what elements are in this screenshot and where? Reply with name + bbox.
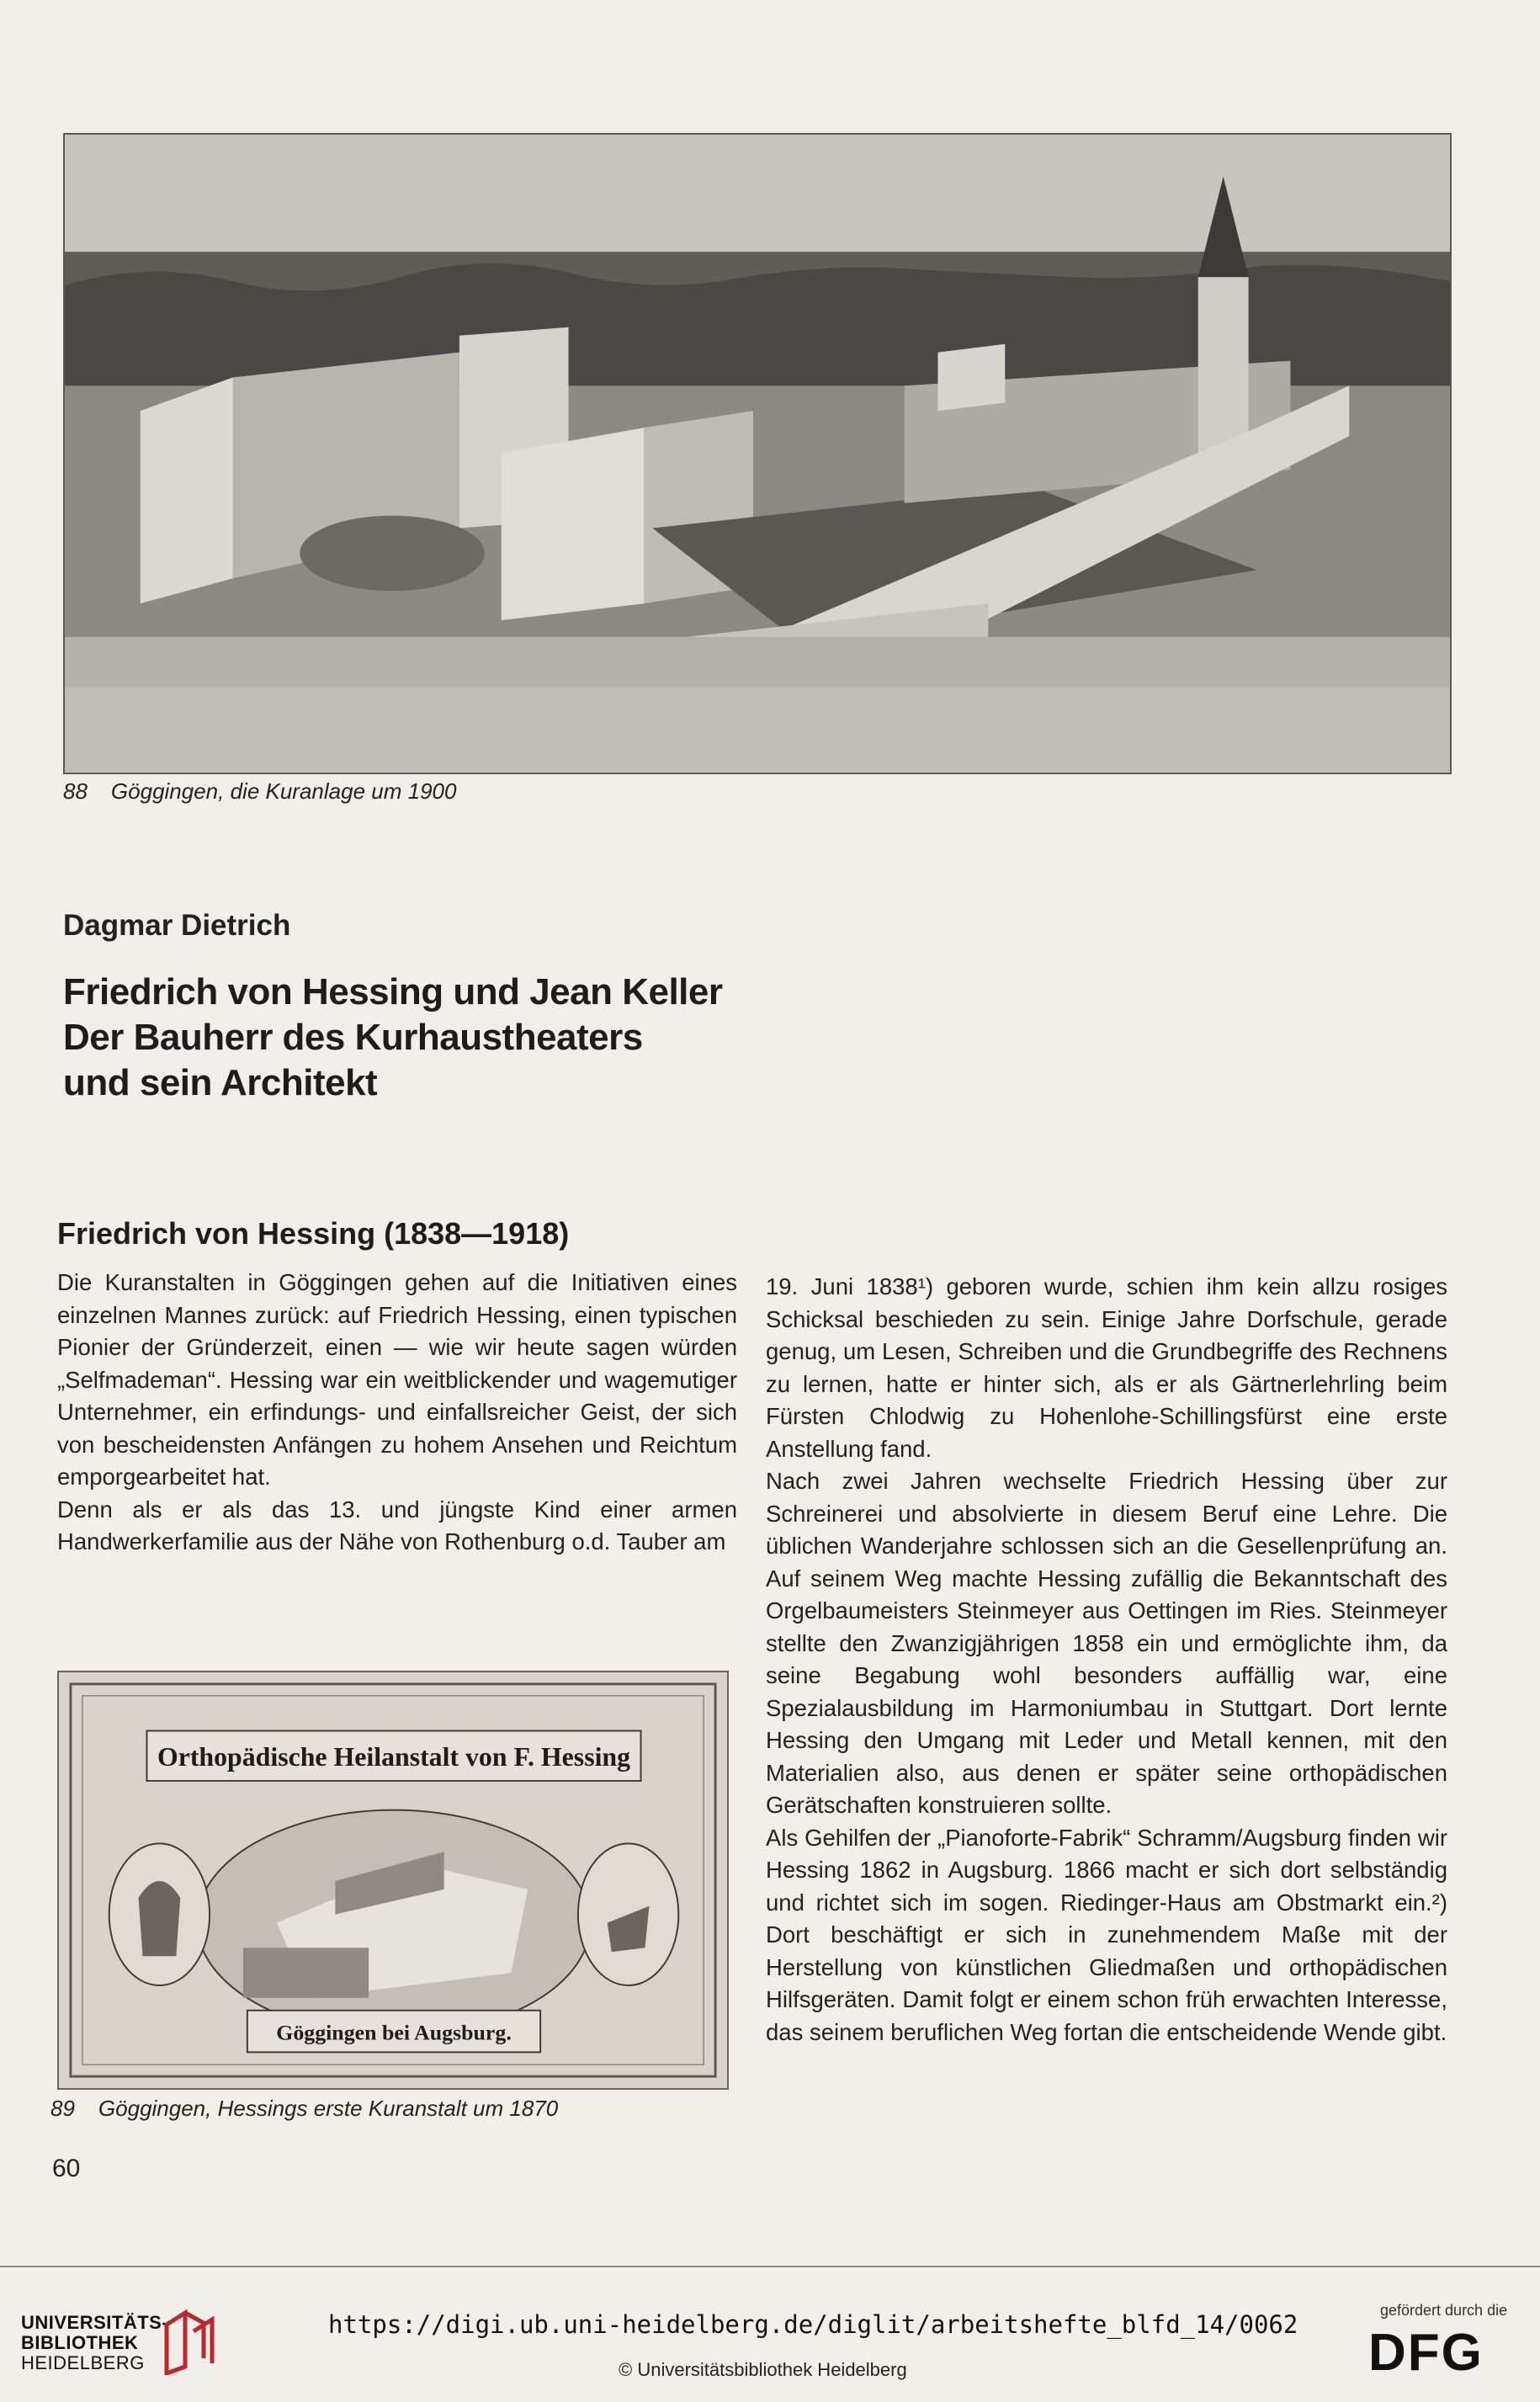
library-name bbox=[21, 2313, 168, 2373]
place-text: Göggingen bei Augsburg. bbox=[276, 2020, 512, 2045]
article-author: Dagmar Dietrich bbox=[63, 909, 291, 942]
banner-text: Orthopädische Heilanstalt von F. Hessing bbox=[157, 1742, 631, 1772]
page-number: 60 bbox=[52, 2155, 81, 2182]
library-logo[interactable] bbox=[21, 2308, 223, 2375]
figure-89-letterhead bbox=[57, 1671, 729, 2090]
footer-divider bbox=[0, 2266, 1540, 2267]
figure-number: 88 bbox=[63, 779, 88, 804]
paragraph: 19. Juni 1838¹) geboren wurde, schien ihm kein allzu rosiges Schicksal beschieden zu sein. Einige Jahre Dorfschule, gerade genug, um Lesen, Schreiben und die Grundbegriffe des Rechnens zu lernen, hatte er hinter sich, als er als Gärtnerlehrling beim Fürsten Chlodwig zu Hohenlohe-Schillingsfürst eine erste Anstellung fand. bbox=[766, 1273, 1447, 1462]
library-line: HEIDELBERG bbox=[21, 2352, 145, 2373]
left-text-column bbox=[57, 1267, 737, 1559]
article-title bbox=[63, 970, 753, 1106]
heilanstalt-illustration bbox=[59, 1672, 727, 2088]
library-emblem-icon bbox=[160, 2308, 219, 2375]
section-heading: Friedrich von Hessing (1838—1918) bbox=[57, 1216, 570, 1251]
copyright-notice: © Universitätsbibliothek Heidelberg bbox=[619, 2359, 907, 2380]
paragraph: Nach zwei Jahren wechselte Friedrich Hessing über zur Schreinerei und absolvierte in diesem Beruf eine Lehre. Die üblichen Wanderjahre schlossen sich an die Gesellenprüfung an. Auf seinem Weg machte Hessing zufällig die Bekanntschaft des Orgelbaumeisters Steinmeyer aus Oettingen im Ries. Steinmeyer stellte den Zwanzigjährigen 1858 ein und ermöglichte ihm, da seine Begabung wohl besonders auffällig war, eine Spezialausbildung im Harmoniumbau in Stuttgart. Dort lernte Hessing den Umgang mit Leder und Metall kennen, mit den Materialien also, aus denen er später seine orthopädischen Gerätschaften konstruieren sollte. bbox=[766, 1468, 1447, 1818]
figure-88-engraving bbox=[63, 133, 1452, 774]
title-line: und sein Architekt bbox=[63, 1062, 378, 1103]
funding-note: gefördert durch die bbox=[1380, 2302, 1508, 2319]
title-line: Der Bauherr des Kurhaustheaters bbox=[63, 1017, 643, 1058]
permalink-url[interactable]: https://digi.ub.uni-heidelberg.de/diglit/arbeitshefte_blfd_14/0062 bbox=[328, 2310, 1298, 2339]
paragraph: Denn als er als das 13. und jüngste Kind einer armen Handwerkerfamilie aus der Nähe von Rothenburg o.d. Tauber am bbox=[57, 1496, 737, 1554]
title-line: Friedrich von Hessing und Jean Keller bbox=[63, 971, 723, 1012]
paragraph: Als Gehilfen der „Pianoforte-Fabrik“ Schramm/Augsburg finden wir Hessing 1862 in Augsburg. 1866 macht er sich dort selbständig und richtet sich im sogen. Riedinger-Haus am Obstmarkt ein.²) Dort beschäftigt er sich in zunehmendem Maße mit der Herstellung von künstlichen Gliedmaßen und orthopädischen Hilfsgeräten. Damit folgt er einem schon früh erwachten Interesse, das seinem beruflichen Weg fortan die entscheidende Wende gibt. bbox=[766, 1824, 1447, 2045]
library-line: UNIVERSITÄTS- bbox=[21, 2312, 169, 2333]
figure-88-caption bbox=[63, 779, 456, 805]
figure-89-caption bbox=[50, 2096, 558, 2122]
paragraph: Die Kuranstalten in Göggingen gehen auf die Initiativen eines einzelnen Mannes zurück: auf Friedrich Hessing, einen typischen Pionier der Gründerzeit, einen — wie wir heute sagen würden „Selfmademan“. Hessing war ein weitblickender und wagemutiger Unternehmer, ein erfindungs- und einfallsreicher Geist, der sich von bescheidensten Anfängen zu hohem Ansehen und Reichtum emporgearbeitet hat. bbox=[57, 1269, 737, 1490]
right-text-column bbox=[766, 1271, 1447, 2049]
caption-text: Göggingen, die Kuranlage um 1900 bbox=[110, 779, 457, 804]
caption-text: Göggingen, Hessings erste Kuranstalt um 1870 bbox=[98, 2096, 559, 2121]
dfg-logo[interactable]: DFG bbox=[1368, 2324, 1484, 2382]
library-line: BIBLIOTHEK bbox=[21, 2332, 139, 2353]
kuranlage-illustration bbox=[65, 135, 1450, 773]
figure-number: 89 bbox=[50, 2096, 75, 2121]
